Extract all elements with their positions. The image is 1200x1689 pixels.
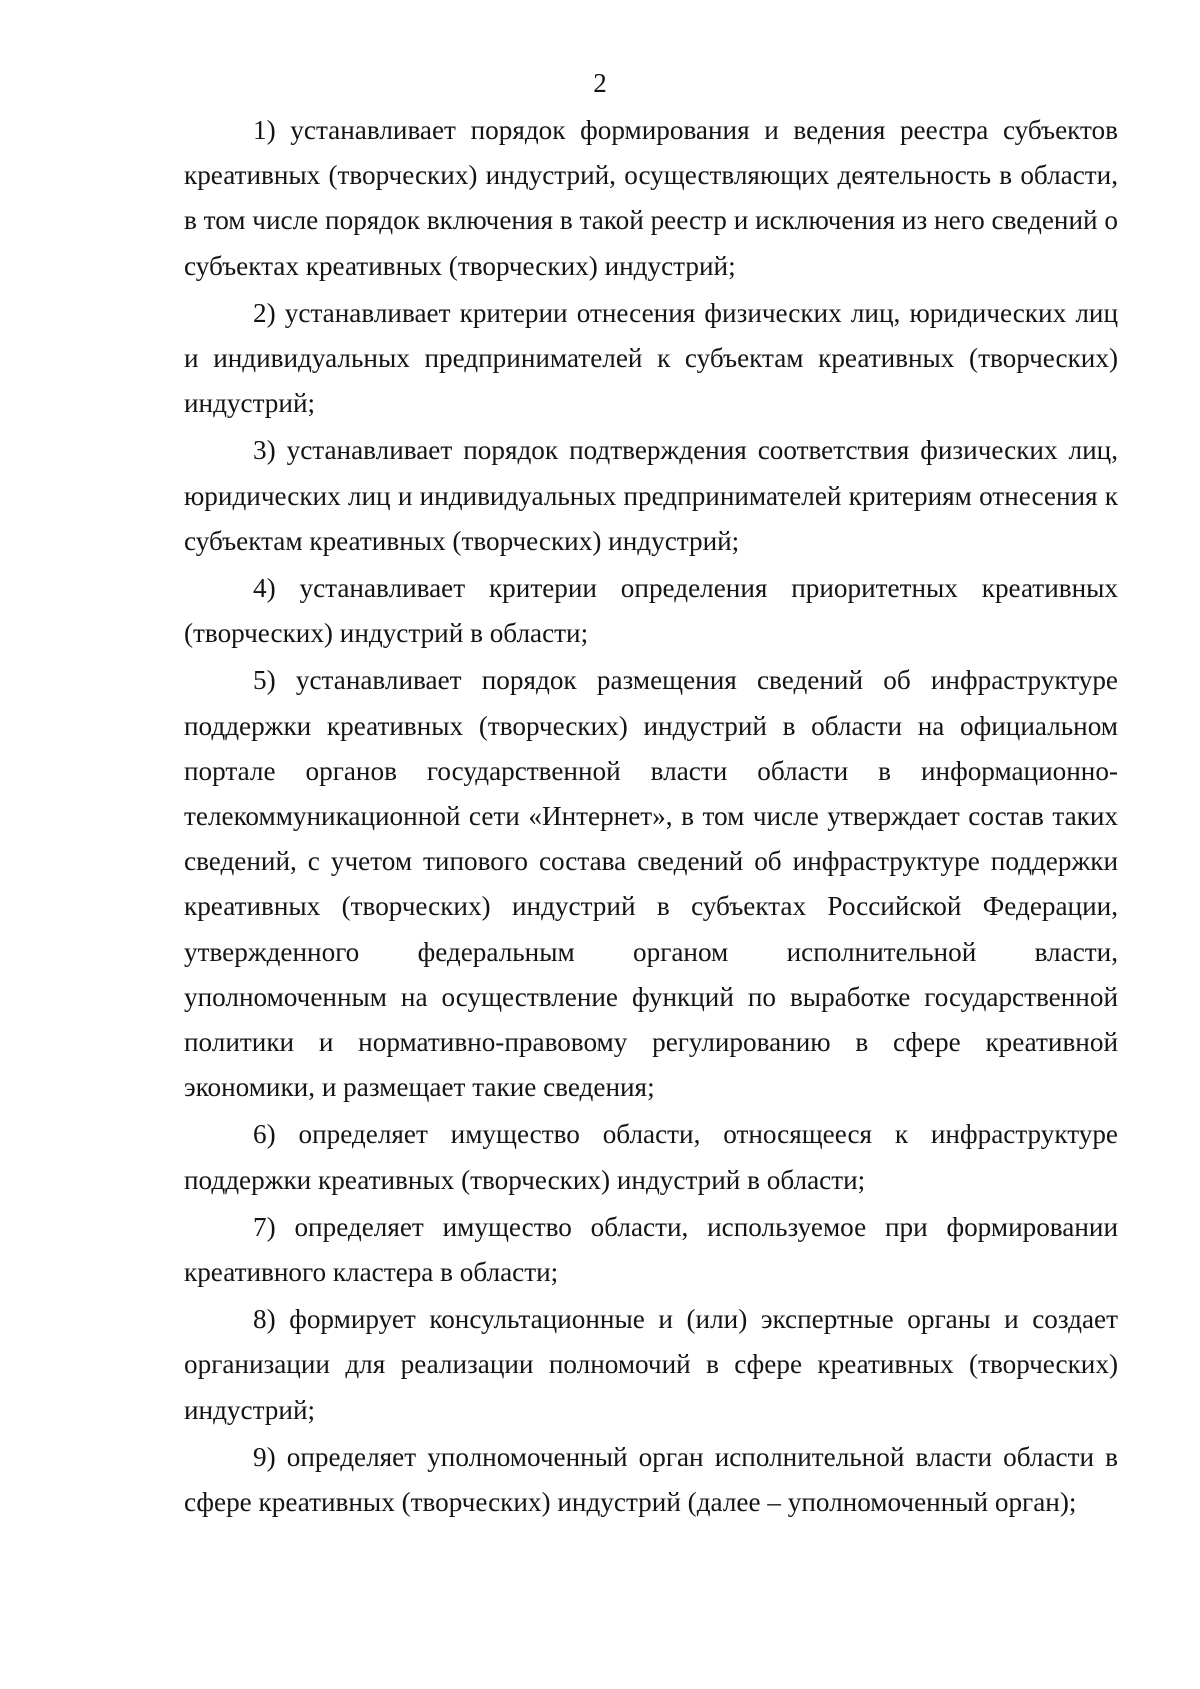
list-item-6: 6) определяет имущество области, относящееся к инфраструктуре поддержки креативных (творческих) индустрий в области; bbox=[184, 1119, 1118, 1195]
list-item-2: 2) устанавливает критерии отнесения физических лиц, юридических лиц и индивидуальных предпринимателей к субъектам креативных (творческих) индустрий; bbox=[184, 297, 1118, 419]
list-item-9: 9) определяет уполномоченный орган исполнительной власти области в сфере креативных (творческих) индустрий (далее – уполномоченный орган); bbox=[184, 1441, 1118, 1518]
list-item-4: 4) устанавливает критерии определения приоритетных креативных (творческих) индустрий в области; bbox=[184, 573, 1118, 649]
list-item-3: 3) устанавливает порядок подтверждения соответствия физических лиц, юридических лиц и индивидуальных предпринимателей критериям отнесения к субъектам креативных (творческих) индустрий; bbox=[184, 435, 1118, 556]
page-number: 2 bbox=[593, 68, 607, 98]
list-item-8: 8) формирует консультационные и (или) экспертные органы и создает организации для реализации полномочий в сфере креативных (творческих) индустрий; bbox=[184, 1304, 1118, 1425]
list-item-5: 5) устанавливает порядок размещения сведений об инфраструктуре поддержки креативных (творческих) индустрий в области на официальном портале органов государственной власти области в информационно-телекоммуникационной сети «Интернет», в том числе утверждает состав таких сведений, с учетом типового состава сведений об инфраструктуре поддержки креативных (творческих) индустрий в субъектах Российской Федерации, утвержденного федеральным органом исполнительной власти, уполномоченным на осуществление функций по выработке государственной политики и нормативно-правовому регулированию в сфере креативной экономики, и размещает такие сведения; bbox=[184, 665, 1118, 1103]
list-item-1: 1) устанавливает порядок формирования и ведения реестра субъектов креативных (творческих) индустрий, осуществляющих деятельность в области, в том числе порядок включения в такой реестр и исключения из него сведений о субъектах креативных (творческих) индустрий; bbox=[184, 115, 1118, 281]
document-body bbox=[184, 108, 1118, 1527]
list-item-7: 7) определяет имущество области, используемое при формировании креативного кластера в области; bbox=[184, 1211, 1118, 1288]
